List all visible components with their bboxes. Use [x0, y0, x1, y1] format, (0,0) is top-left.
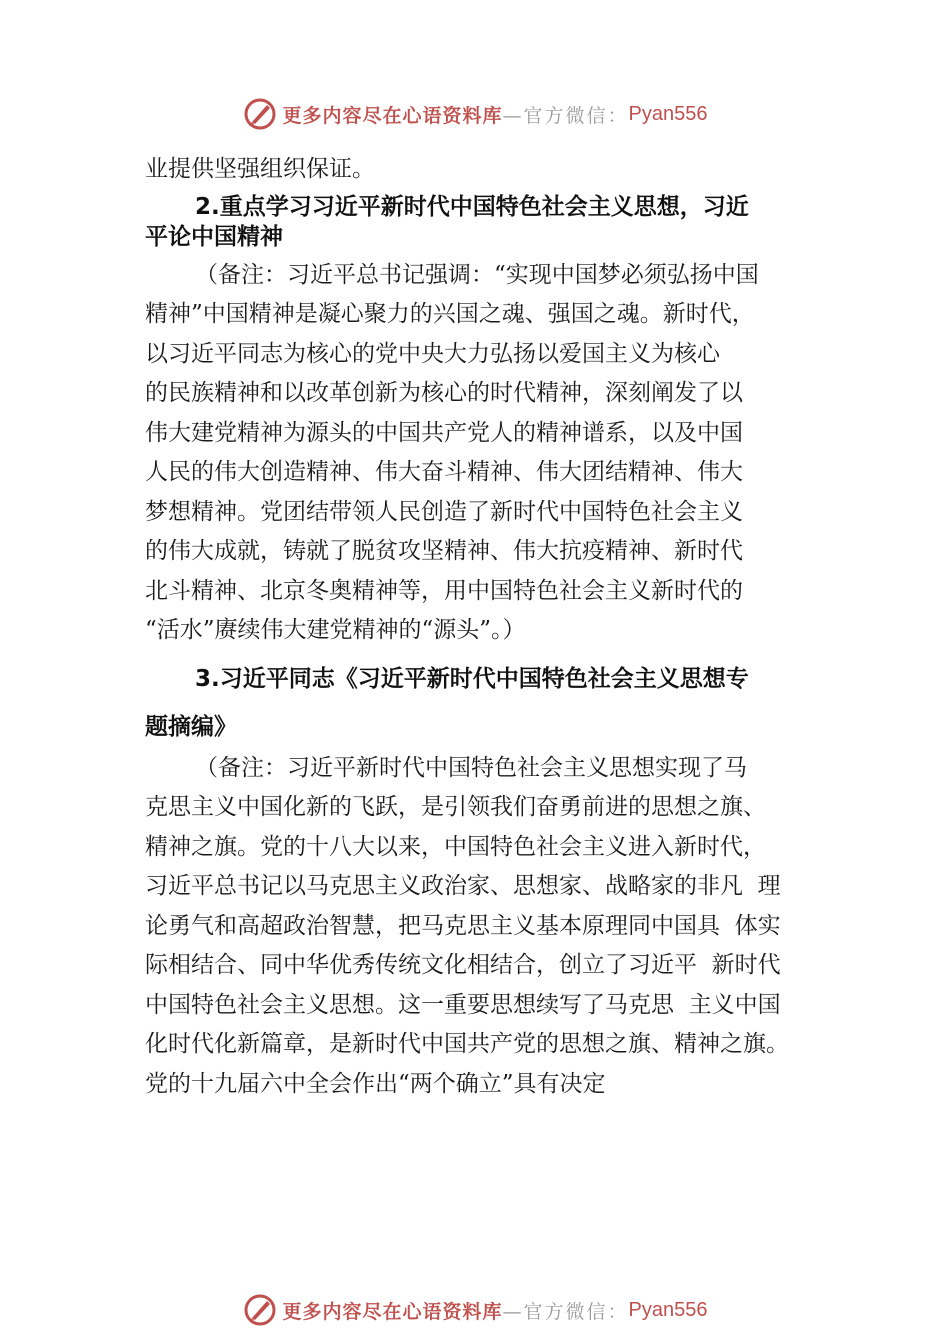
- note-3-line: 克思主义中国化新的飞跃，是引领我们奋勇前进的思想之旗、: [145, 794, 766, 820]
- heading-2-line-2: 平论中国精神: [145, 223, 283, 250]
- note-3-line: 习近平总书记以马克思主义政治家、思想家、战略家的非凡 理: [145, 873, 781, 899]
- watermark-main-text: 更多内容尽在心语资料库: [282, 104, 503, 127]
- note-2-line: 的民族精神和以改革创新为核心的时代精神，深刻阐发了以: [145, 380, 743, 406]
- watermark-wechat-id: Pyan556: [628, 1298, 708, 1321]
- heading-3-line-1: 3.习近平同志《习近平新时代中国特色社会主义思想专: [195, 665, 749, 692]
- note-3-line: 中国特色社会主义思想。这一重要思想续写了马克思 主义中国: [145, 991, 781, 1018]
- quill-logo-icon: [243, 97, 277, 131]
- document-body: [145, 150, 825, 1104]
- note-2-line: 梦想精神。党团结带领人民创造了新时代中国特色社会主义: [145, 498, 743, 525]
- note-2-line: 以习近平同志为核心的党中央大力弘扬以爱国主义为核心: [145, 340, 720, 367]
- section-heading-3: [145, 655, 825, 751]
- watermark-sub-text: —官方微信：: [502, 104, 629, 127]
- watermark-wechat-id: Pyan556: [628, 102, 708, 125]
- note-3-line: 论勇气和高超政治智慧，把马克思主义基本原理同中国具 体实: [145, 912, 781, 939]
- note-3-line: （备注：习近平新时代中国特色社会主义思想实现了马: [195, 754, 747, 781]
- heading-3-line-2: 题摘编》: [145, 713, 237, 740]
- note-3-line: 精神之旗。党的十八大以来，中国特色社会主义进入新时代，: [145, 833, 766, 860]
- watermark-sub-text: —官方微信：: [502, 1300, 629, 1323]
- header-watermark: [0, 94, 950, 134]
- note-2-line: 的伟大成就，铸就了脱贫攻坚精神、伟大抗疫精神、新时代: [145, 538, 743, 564]
- note-2-line: 精神”中国精神是凝心聚力的兴国之魂、强国之魂。新时代，: [145, 301, 755, 327]
- note-paragraph-3: [145, 749, 825, 1105]
- section-heading-2: [145, 192, 825, 252]
- footer-watermark: [0, 1290, 950, 1330]
- note-2-line: “活水”赓续伟大建党精神的“源头”。）: [145, 617, 526, 643]
- note-2-line: （备注：习近平总书记强调：“实现中国梦必须弘扬中国: [195, 261, 759, 288]
- note-2-line: 北斗精神、北京冬奥精神等，用中国特色社会主义新时代的: [145, 577, 743, 604]
- quill-logo-icon: [243, 1293, 277, 1327]
- note-2-line: 人民的伟大创造精神、伟大奋斗精神、伟大团结精神、伟大: [145, 459, 743, 485]
- note-3-line: 际相结合、同中华优秀传统文化相结合，创立了习近平 新时代: [145, 952, 781, 978]
- heading-2-line-1: 2.重点学习习近平新时代中国特色社会主义思想，习近: [195, 193, 749, 220]
- note-2-line: 伟大建党精神为源头的中国共产党人的精神谱系，以及中国: [145, 419, 743, 446]
- note-3-line: 党的十九届六中全会作出“两个确立”具有决定: [145, 1070, 606, 1097]
- note-3-line: 化时代化新篇章，是新时代中国共产党的思想之旗、精神之旗。: [145, 1031, 789, 1057]
- watermark-main-text: 更多内容尽在心语资料库: [282, 1300, 503, 1323]
- note-paragraph-2: [145, 256, 825, 651]
- carry-over-line: 业提供坚强组织保证。: [145, 156, 375, 182]
